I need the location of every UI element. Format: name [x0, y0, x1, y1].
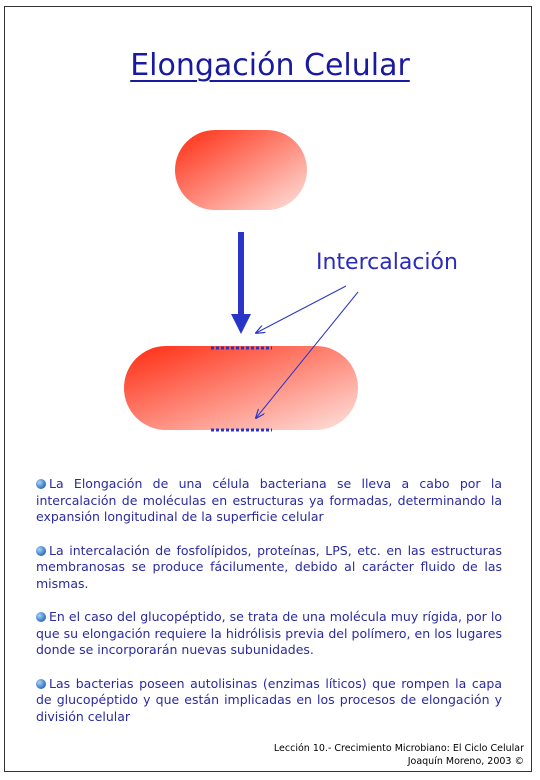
paragraph — [36, 543, 502, 593]
pointer-arrow-top — [256, 286, 346, 333]
bullet-icon — [36, 479, 46, 489]
paragraph — [36, 476, 502, 526]
paragraph — [36, 609, 502, 659]
bullet-icon — [36, 612, 46, 622]
text-body — [36, 476, 502, 742]
paragraph — [36, 676, 502, 726]
bullet-icon — [36, 679, 46, 689]
footer — [274, 742, 524, 768]
elongated-cell — [124, 346, 358, 430]
footer-lesson: Lección 10.- Crecimiento Microbiano: El Ciclo Celular — [273, 743, 524, 754]
paragraph-text: La intercalación de fosfolípidos, proteínas, LPS, etc. en las estructuras membranosas se produce fácilumente, debido al carácter fluido de las mismas. — [36, 542, 502, 591]
intercalation-label: Intercalación — [316, 250, 458, 275]
paragraph-text: La Elongación de una célula bacteriana se lleva a cabo por la intercalación de moléculas en estructuras ya formadas, determinando la expansión longitudinal de la superficie celular — [36, 476, 502, 524]
page-title: Elongación Celular — [130, 48, 410, 83]
bullet-icon — [36, 546, 46, 556]
footer-author: Joaquín Moreno, 2003 © — [407, 756, 524, 767]
down-arrow — [231, 232, 251, 334]
paragraph-text: En el caso del glucopéptido, se trata de una molécula muy rígida, por lo que su elongación requiere la hidrólisis previa del polímero, en los lugares donde se incorporarán nuevas subunidades. — [36, 609, 502, 657]
small-cell — [175, 130, 307, 210]
paragraph-text: Las bacterias poseen autolisinas (enzimas líticos) que rompen la capa de glucopéptido y que están implicadas en los procesos de elongación y división celular — [36, 675, 502, 724]
